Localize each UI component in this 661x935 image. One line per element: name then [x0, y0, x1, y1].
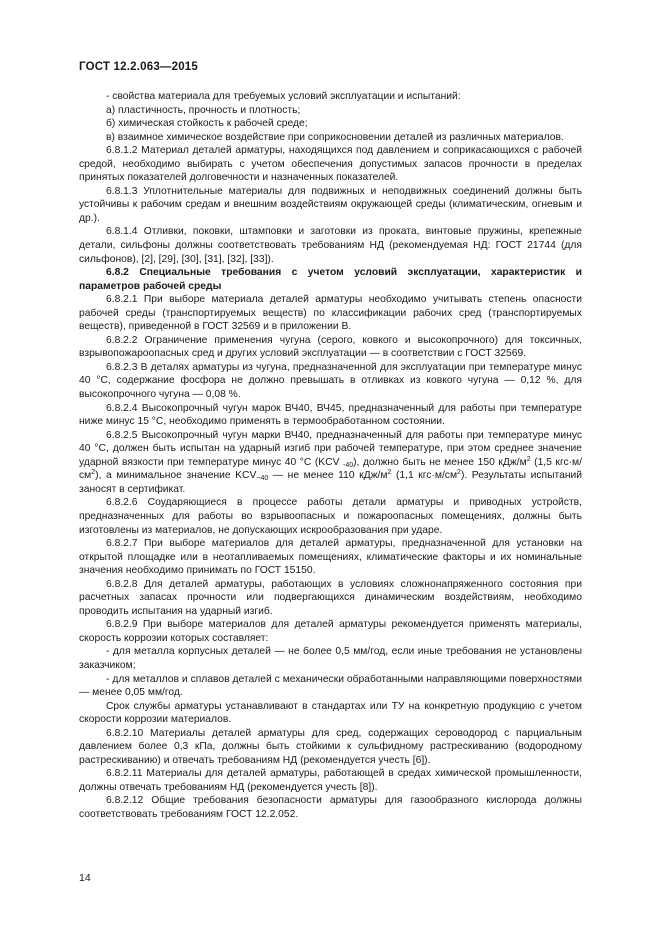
text-run: ), а минимальное значение KCV: [95, 470, 257, 482]
list-item: б) химическая стойкость к рабочей среде;: [106, 118, 308, 130]
paragraph: Срок службы арматуры устанавливают в стандартах или ТУ на конкретную продукцию с учетом скорости коррозии материалов.: [79, 700, 582, 726]
superscript: 2: [387, 469, 392, 477]
paragraph: 6.8.2.2 Ограничение применения чугуна (серого, ковкого и высокопрочного) для токсичных, взрывопожароопасных сред и других условий эксплуатации — в соответствии с ГОСТ 32569.: [79, 334, 582, 360]
subscript: −40: [256, 475, 269, 483]
page-number: 14: [79, 872, 91, 884]
paragraph: 6.8.1.2 Материал деталей арматуры, находящихся под давлением и соприкасающихся с рабочей средой, необходимо выбирать с учетом обеспечения допустимых запасов прочности в пределах принятых показателей долговечности и назначенных показателей.: [79, 145, 582, 184]
superscript: 2: [526, 455, 531, 463]
text-run: ). Результаты испытаний заносят в сертификат.: [79, 470, 583, 495]
text-run: ), должно быть не менее 150 кДж/м: [353, 456, 527, 468]
paragraph: 6.8.2.3 В деталях арматуры из чугуна, предназначенной для эксплуатации при температуре минус 40 °С, содержание фосфора не должно превышать в отливках из ковкого чугуна — 0,12 %, для высокопрочного чугуна — 0,08 %.: [79, 361, 582, 401]
paragraph: 6.8.2.4 Высокопрочный чугун марок ВЧ40, ВЧ45, предназначенный для работы при температуре ниже минус 15 °С, необходимо применять в термообработанном состоянии.: [79, 402, 582, 428]
list-item: - для металлов и сплавов деталей с механически обработанными направляющими поверхностями — менее 0,05 мм/год.: [79, 673, 582, 699]
paragraph: 6.8.1.3 Уплотнительные материалы для подвижных и неподвижных соединений должны быть устойчивы к рабочим средам и внешним воздействиям окружающей среды (климатическим, огневым и др.).: [79, 185, 582, 224]
paragraph-impact-strength: [79, 429, 582, 497]
list-item: - для металла корпусных деталей — не более 0,5 мм/год, если иные требования не установлены заказчиком;: [79, 646, 582, 671]
list-item: а) пластичность, прочность и плотность;: [106, 104, 301, 116]
text-run: (1,5 кгс·м/см: [79, 456, 582, 482]
paragraph: 6.8.2.9 При выборе материалов для деталей арматуры рекомендуется применять материалы, скорость коррозии которых составляет:: [79, 619, 582, 644]
subscript: -40: [343, 461, 354, 469]
paragraph: 6.8.2.11 Материалы для деталей арматуры, работающей в средах химической промышленности, должны отвечать требованиям НД (рекомендуется учесть [8]).: [79, 768, 582, 793]
paragraph: 6.8.1.4 Отливки, поковки, штамповки и заготовки из проката, винтовые пружины, крепежные детали, сильфоны должны соответствовать требованиям НД (рекомендуемая НД: ГОСТ 21744 (для сильфонов), [2], [29], [30], [31], [32], [33]).: [79, 226, 582, 265]
document-header: ГОСТ 12.2.063—2015: [79, 61, 198, 73]
paragraph: 6.8.2.7 При выборе материалов для деталей арматуры, предназначенной для установки на открытой площадке или в неотапливаемых помещениях, климатические факторы и их номинальные значения необходимо принимать по ГОСТ 15150.: [79, 538, 582, 577]
document-body: [79, 90, 582, 822]
paragraph: 6.8.2.8 Для деталей арматуры, работающих в условиях сложнонапряженного состояния при расчетных запасах прочности или подвергающихся динамическим воздействиям, необходимо проводить испытания на ударный изгиб.: [79, 578, 582, 617]
text-run: 6.8.2.5 Высокопрочный чугун марки ВЧ40, предназначенный для работы при температуре минус 40 °С, должен быть испытан на ударный изгиб при рабочей температуре, при этом среднее значение ударной вязкости при температуре минус 40 °С (KCV: [79, 429, 582, 468]
paragraph: 6.8.2.6 Соударяющиеся в процессе работы детали арматуры и приводных устройств, предназначенных для работы во взрывоопасных и пожароопасных помещениях, должны быть изготовлены из материалов, не допускающих искрообразования при ударе.: [79, 497, 582, 536]
list-item: в) взаимное химическое воздействие при соприкосновении деталей из различных материалов.: [106, 131, 564, 143]
text-run: (1,1 кгс·м/см: [391, 470, 458, 482]
superscript: 2: [91, 469, 96, 477]
text-run: — не менее 110 кДж/м: [268, 470, 388, 482]
superscript: 2: [457, 469, 461, 477]
paragraph: 6.8.2.1 При выборе материала деталей арматуры необходимо учитывать степень опасности рабочей среды (транспортируемых веществ) по классификации рабочих сред (транспортируемых веществ), приведенной в ГОСТ 32569 и в приложении В.: [79, 294, 582, 333]
paragraph: 6.8.2.12 Общие требования безопасности арматуры для газообразного кислорода должны соответствовать требованиям ГОСТ 12.2.052.: [79, 795, 582, 820]
paragraph: 6.8.2.10 Материалы деталей арматуры для сред, содержащих сероводород с парциальным давлением более 0,3 кПа, должны быть стойкими к сульфидному растрескиванию (водородному растрескиванию) и отвечать требованиям НД (рекомендуется учесть [6]).: [79, 727, 582, 766]
section-heading: 6.8.2 Специальные требования с учетом условий эксплуатации, характеристик и параметров рабочей среды: [79, 267, 582, 292]
list-item: - свойства материала для требуемых условий эксплуатации и испытаний:: [106, 91, 461, 102]
